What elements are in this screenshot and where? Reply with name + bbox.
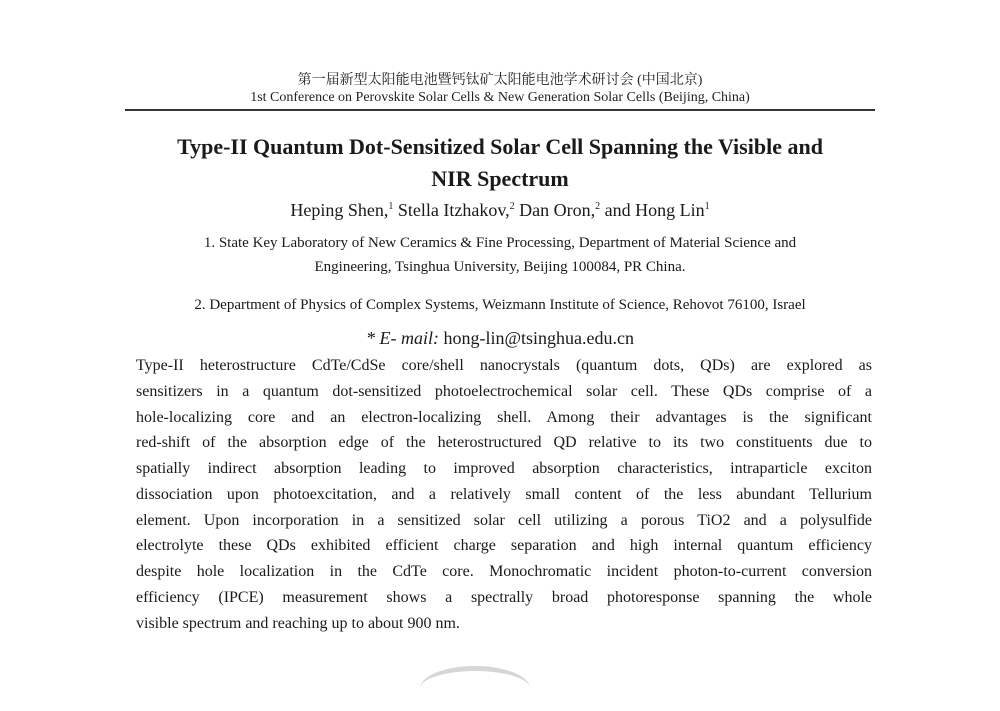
abstract-line: spatially indirect absorption leading to improved absorption characteristics, intraparticle exciton: [136, 460, 872, 477]
abstract-line: Type-II heterostructure CdTe/CdSe core/shell nanocrystals (quantum dots, QDs) are explored as: [136, 357, 872, 374]
abstract-line: hole-localizing core and an electron-localizing shell. Among their advantages is the significant: [136, 409, 872, 426]
author: and Hong Lin: [600, 200, 705, 220]
email-line: [0, 328, 1000, 349]
email-label: * E- mail:: [365, 328, 439, 348]
abstract-line: visible spectrum and reaching up to about 900 nm.: [136, 615, 460, 632]
paper-title-line2: NIR Spectrum: [431, 166, 569, 191]
abstract-line: element. Upon incorporation in a sensitized solar cell utilizing a porous TiO2 and a polysulfide: [136, 512, 872, 529]
affiliation-1-line2: Engineering, Tsinghua University, Beijing 100084, PR China.: [314, 259, 686, 275]
affiliation-mark: 1: [388, 201, 394, 212]
paper-title-line1: Type-II Quantum Dot-Sensitized Solar Cell Spanning the Visible and: [177, 134, 823, 159]
affiliation-2: 2. Department of Physics of Complex Systems, Weizmann Institute of Science, Rehovot 76100, Israel: [194, 297, 806, 313]
author: Dan Oron,: [514, 200, 596, 220]
abstract-line: dissociation upon photoexcitation, and a relatively small content of the less abundant Tellurium: [136, 486, 872, 503]
scan-smudge: [420, 666, 530, 711]
affiliation-mark: 2: [595, 201, 601, 212]
abstract-line: sensitizers in a quantum dot-sensitized photoelectrochemical solar cell. These QDs comprise of a: [136, 383, 872, 400]
author: Heping Shen,: [290, 200, 389, 220]
abstract-line: despite hole localization in the CdTe core. Monochromatic incident photon-to-current conversion: [136, 563, 872, 580]
author: Stella Itzhakov,: [393, 200, 510, 220]
affiliation-1-line1: 1. State Key Laboratory of New Ceramics & Fine Processing, Department of Material Science and: [203, 235, 797, 251]
abstract-line: electrolyte these QDs exhibited efficient charge separation and high internal quantum efficiency: [136, 537, 872, 554]
conference-title-en: 1st Conference on Perovskite Solar Cells & New Generation Solar Cells (Beijing, China): [250, 90, 750, 105]
affiliation-mark: 2: [509, 201, 515, 212]
abstract-line: red-shift of the absorption edge of the heterostructured QD relative to its two constituents due to: [136, 434, 872, 451]
header-rule: [125, 109, 875, 111]
abstract-line: efficiency (IPCE) measurement shows a spectrally broad photoresponse spanning the whole: [136, 589, 872, 606]
email-address: hong-lin@tsinghua.edu.cn: [438, 328, 635, 348]
affiliation-mark: 1: [704, 201, 710, 212]
author-list: [0, 200, 1000, 221]
conference-title-cn: 第一届新型太阳能电池暨钙钛矿太阳能电池学术研讨会 (中国北京): [297, 73, 703, 88]
